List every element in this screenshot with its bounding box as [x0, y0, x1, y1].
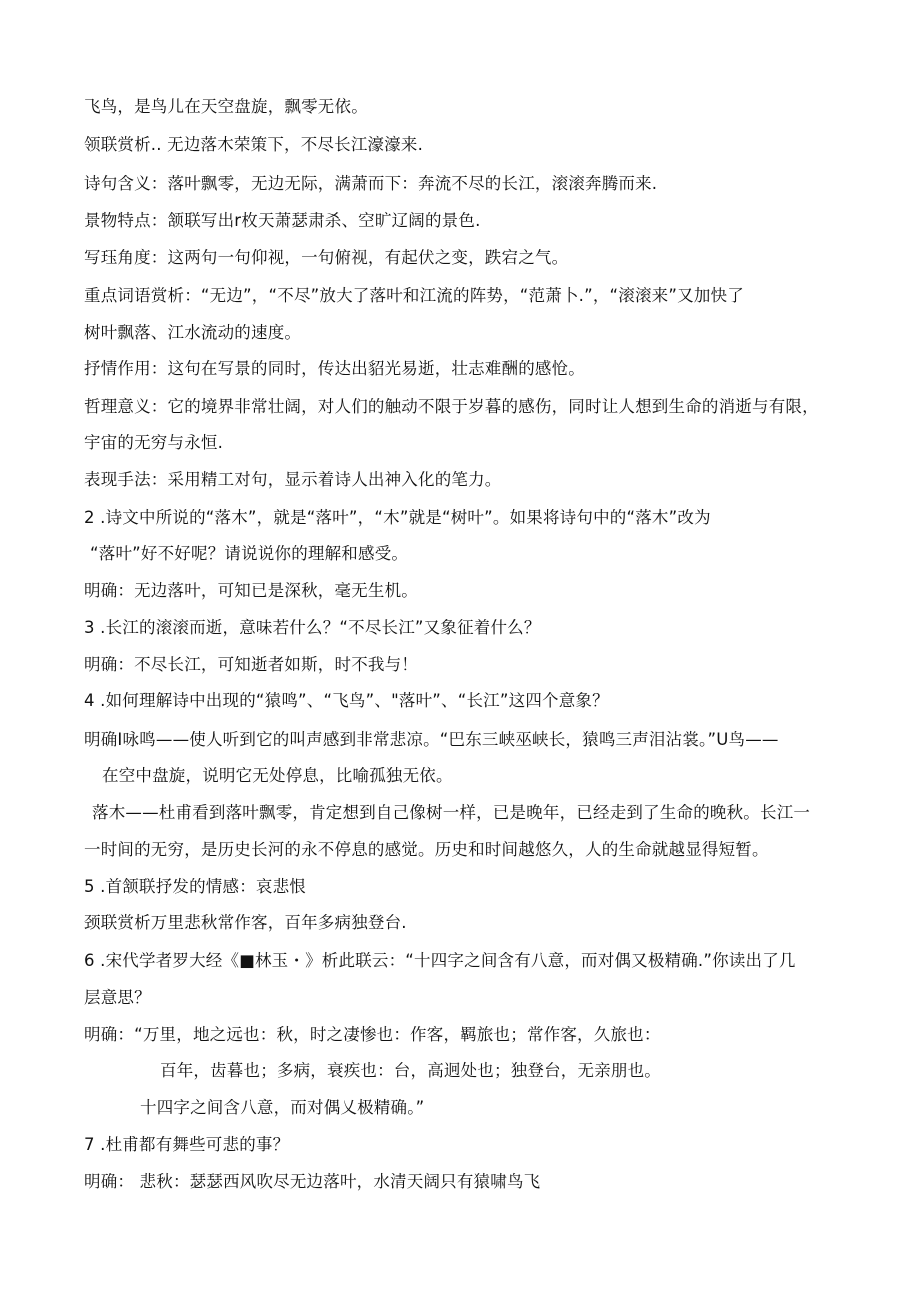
text-line: 重点词语赏析：“无边”，“不尽”放大了落叶和江流的阵势，“范萧卜.”，“滚滚来”又加快了 [84, 286, 744, 305]
text-line: 层意思？ [84, 988, 151, 1007]
text-line: 飞鸟，是鸟儿在天空盘旋，飘零无依。 [84, 97, 368, 116]
text-line: 3 .长江的滚滚而逝，意味若什么？“不尽长江”又象征着什么？ [84, 618, 541, 637]
text-line: 颈联赏析万里悲秋常作客，百年多病独登台. [84, 913, 407, 932]
text-line: 诗句含义：落叶飘零，无边无际，满萧而下：奔流不尽的长江，滚滚奔腾而来. [84, 174, 658, 193]
text-line: 5 .首颔联抒发的情感：哀悲恨 [84, 877, 306, 896]
text-line: 百年，齿暮也；多病，衰疾也：台，高迥处也；独登台，无亲朋也。 [160, 1061, 661, 1080]
text-line: “落叶”好不好呢？请说说你的理解和感受。 [90, 544, 409, 563]
text-line: 写珏角度：这两句一句仰视，一句俯视，有起伏之变，跌宕之气。 [84, 248, 569, 267]
text-line: 落木——杜甫看到落叶飘零，肯定想到自己像树一样，已是晚年，已经走到了生命的晚秋。长江一 [92, 803, 811, 822]
text-line: 6 .宋代学者罗大经《■林玉・》析此联云：“十四字之间含有八意，而对偶又极精确.”你读出了几 [84, 951, 796, 970]
text-line: 抒情作用：这句在写景的同时，传达出貂光易逝，壮志难酬的感怆。 [84, 359, 585, 378]
text-line: 哲理意义：它的境界非常壮阔，对人们的触动不限于岁暮的感伤，同时让人想到生命的消逝与有限， [84, 397, 819, 416]
text-line: 明确：无边落叶，可知已是深秋，毫无生机。 [84, 581, 418, 600]
text-line: 明确：“万里，地之远也：秋，时之凄惨也：作客，羁旅也；常作客，久旅也： [84, 1025, 661, 1044]
text-line: 宇宙的无穷与永恒. [84, 433, 224, 452]
text-line: 明确I咏鸣——使人听到它的叫声感到非常悲凉。“巴东三峡巫峡长，猿鸣三声泪沾裳。”U鸟—— [84, 730, 779, 749]
text-line: 表现手法：采用精工对句，显示着诗人出神入化的笔力。 [84, 470, 502, 489]
text-line: 7 .杜甫都有舞些可悲的事？ [84, 1135, 290, 1154]
text-line: 在空中盘旋，说明它无处停息，比喻孤独无依。 [102, 766, 453, 785]
text-line: 明确： 悲秋：瑟瑟西风吹尽无边落叶，水清天阔只有猿啸鸟飞 [84, 1172, 541, 1191]
text-line: 景物特点：颔联写出r枚天萧瑟肃杀、空旷辽阔的景色. [84, 211, 481, 230]
text-line: 4 .如何理解诗中出现的“猿鸣”、“飞鸟”、"落叶”、“长江”这四个意象？ [84, 691, 609, 710]
text-line: 2 .诗文中所说的“落木”，就是“落叶”，“木”就是“树叶”。如果将诗句中的“落木”改为 [84, 508, 711, 527]
text-line: 领联赏析.. 无边落木荣策下，不尽长江濠濠来. [84, 135, 424, 154]
text-line: 树叶飘落、江水流动的速度。 [84, 323, 302, 342]
text-line: 明确：不尽长江，可知逝者如斯，时不我与！ [84, 655, 418, 674]
text-line: 一时间的无穷，是历史长河的永不停息的感觉。历史和时间越悠久，人的生命就越显得短暂。 [84, 840, 769, 859]
text-line: 十四字之间含八意，而对偶乂极精确。” [140, 1098, 425, 1117]
